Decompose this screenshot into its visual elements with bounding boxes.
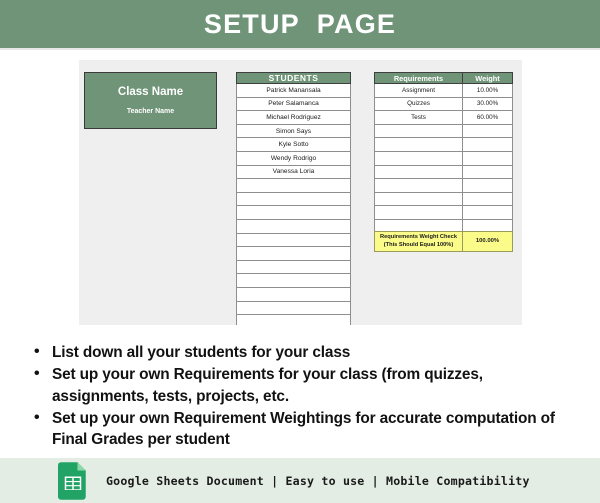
requirement-weight-cell[interactable] (463, 138, 513, 152)
weight-check-label (375, 232, 463, 252)
student-name-cell[interactable] (237, 192, 351, 206)
table-row[interactable] (237, 97, 351, 111)
students-table[interactable] (236, 72, 351, 325)
table-row[interactable] (237, 165, 351, 179)
requirement-weight-cell[interactable]: 30.00% (463, 97, 513, 111)
requirements-header-row (375, 73, 513, 84)
table-row[interactable] (375, 179, 513, 193)
page-title: SETUP PAGE (203, 8, 397, 39)
requirement-name-cell[interactable]: Quizzes (375, 97, 463, 111)
table-row[interactable] (375, 138, 513, 152)
weight-check-row (375, 232, 513, 252)
table-row[interactable] (237, 111, 351, 125)
instructions-list (30, 342, 580, 451)
requirements-table[interactable] (374, 72, 513, 234)
table-row[interactable] (375, 151, 513, 165)
requirement-name-cell[interactable]: Tests (375, 111, 463, 125)
requirement-weight-cell[interactable] (463, 165, 513, 179)
requirement-name-cell[interactable] (375, 179, 463, 193)
table-row[interactable] (375, 192, 513, 206)
table-row[interactable] (237, 124, 351, 138)
student-name-cell[interactable] (237, 301, 351, 315)
requirement-name-cell[interactable] (375, 138, 463, 152)
students-header-row (237, 73, 351, 84)
table-row[interactable] (237, 179, 351, 193)
table-row[interactable] (237, 192, 351, 206)
requirement-weight-cell[interactable] (463, 192, 513, 206)
table-row[interactable] (237, 287, 351, 301)
students-column-header: STUDENTS (237, 73, 351, 84)
footer-text: Google Sheets Document | Easy to use | Mobile Compatibility (106, 473, 530, 488)
spreadsheet-preview-panel (79, 60, 522, 325)
weight-column-header: Weight (463, 73, 513, 84)
table-row[interactable] (237, 151, 351, 165)
google-sheets-icon (58, 462, 88, 500)
requirement-weight-cell[interactable] (463, 179, 513, 193)
table-row[interactable] (237, 274, 351, 288)
requirement-name-cell[interactable] (375, 165, 463, 179)
requirements-column-header: Requirements (375, 73, 463, 84)
table-row[interactable] (237, 301, 351, 315)
table-row[interactable] (375, 111, 513, 125)
requirement-weight-cell[interactable]: 60.00% (463, 111, 513, 125)
list-item: • Set up your own Requirements for your class (from quizzes, assignments, tests, projects, etc. (30, 364, 580, 407)
table-row[interactable] (375, 97, 513, 111)
table-row[interactable] (237, 84, 351, 98)
student-name-cell[interactable]: Kyle Sotto (237, 138, 351, 152)
student-name-cell[interactable] (237, 315, 351, 325)
header-divider (0, 48, 600, 50)
weight-check-label-line2: (This Should Equal 100%) (383, 242, 454, 249)
page-footer (0, 458, 600, 503)
class-name-label: Class Name (117, 86, 184, 98)
table-row[interactable] (375, 84, 513, 98)
requirement-weight-cell[interactable] (463, 151, 513, 165)
weight-check-label-line1: Requirements Weight Check (379, 234, 457, 240)
teacher-name-label: Teacher Name (126, 108, 175, 115)
requirement-weight-cell[interactable]: 10.00% (463, 84, 513, 98)
table-row[interactable] (237, 219, 351, 233)
list-item: • Set up your own Requirement Weightings for accurate computation of Final Grades per student (30, 408, 580, 451)
requirement-name-cell[interactable] (375, 206, 463, 220)
table-row[interactable] (237, 260, 351, 274)
student-name-cell[interactable] (237, 179, 351, 193)
student-name-cell[interactable] (237, 287, 351, 301)
student-name-cell[interactable]: Peter Salamanca (237, 97, 351, 111)
page-header (0, 0, 600, 48)
requirement-weight-cell[interactable] (463, 124, 513, 138)
table-row[interactable] (237, 206, 351, 220)
student-name-cell[interactable] (237, 206, 351, 220)
student-name-cell[interactable] (237, 233, 351, 247)
table-row[interactable] (375, 124, 513, 138)
requirement-name-cell[interactable] (375, 192, 463, 206)
requirement-name-cell[interactable] (375, 151, 463, 165)
student-name-cell[interactable] (237, 247, 351, 261)
table-row[interactable] (375, 206, 513, 220)
student-name-cell[interactable]: Patrick Manansala (237, 84, 351, 98)
requirement-name-cell[interactable] (375, 124, 463, 138)
table-row[interactable] (237, 233, 351, 247)
table-row[interactable] (237, 138, 351, 152)
weight-check-box (374, 231, 513, 252)
requirement-weight-cell[interactable] (463, 206, 513, 220)
student-name-cell[interactable] (237, 219, 351, 233)
class-info-card[interactable] (84, 72, 217, 129)
requirement-name-cell[interactable]: Assignment (375, 84, 463, 98)
student-name-cell[interactable]: Vanessa Loria (237, 165, 351, 179)
table-row[interactable] (237, 315, 351, 325)
student-name-cell[interactable]: Michael Rodriguez (237, 111, 351, 125)
weight-check-value: 100.00% (463, 232, 513, 252)
list-item: • List down all your students for your class (30, 342, 580, 363)
table-row[interactable] (375, 165, 513, 179)
student-name-cell[interactable] (237, 274, 351, 288)
table-row[interactable] (237, 247, 351, 261)
student-name-cell[interactable] (237, 260, 351, 274)
student-name-cell[interactable]: Simon Says (237, 124, 351, 138)
student-name-cell[interactable]: Wendy Rodrigo (237, 151, 351, 165)
